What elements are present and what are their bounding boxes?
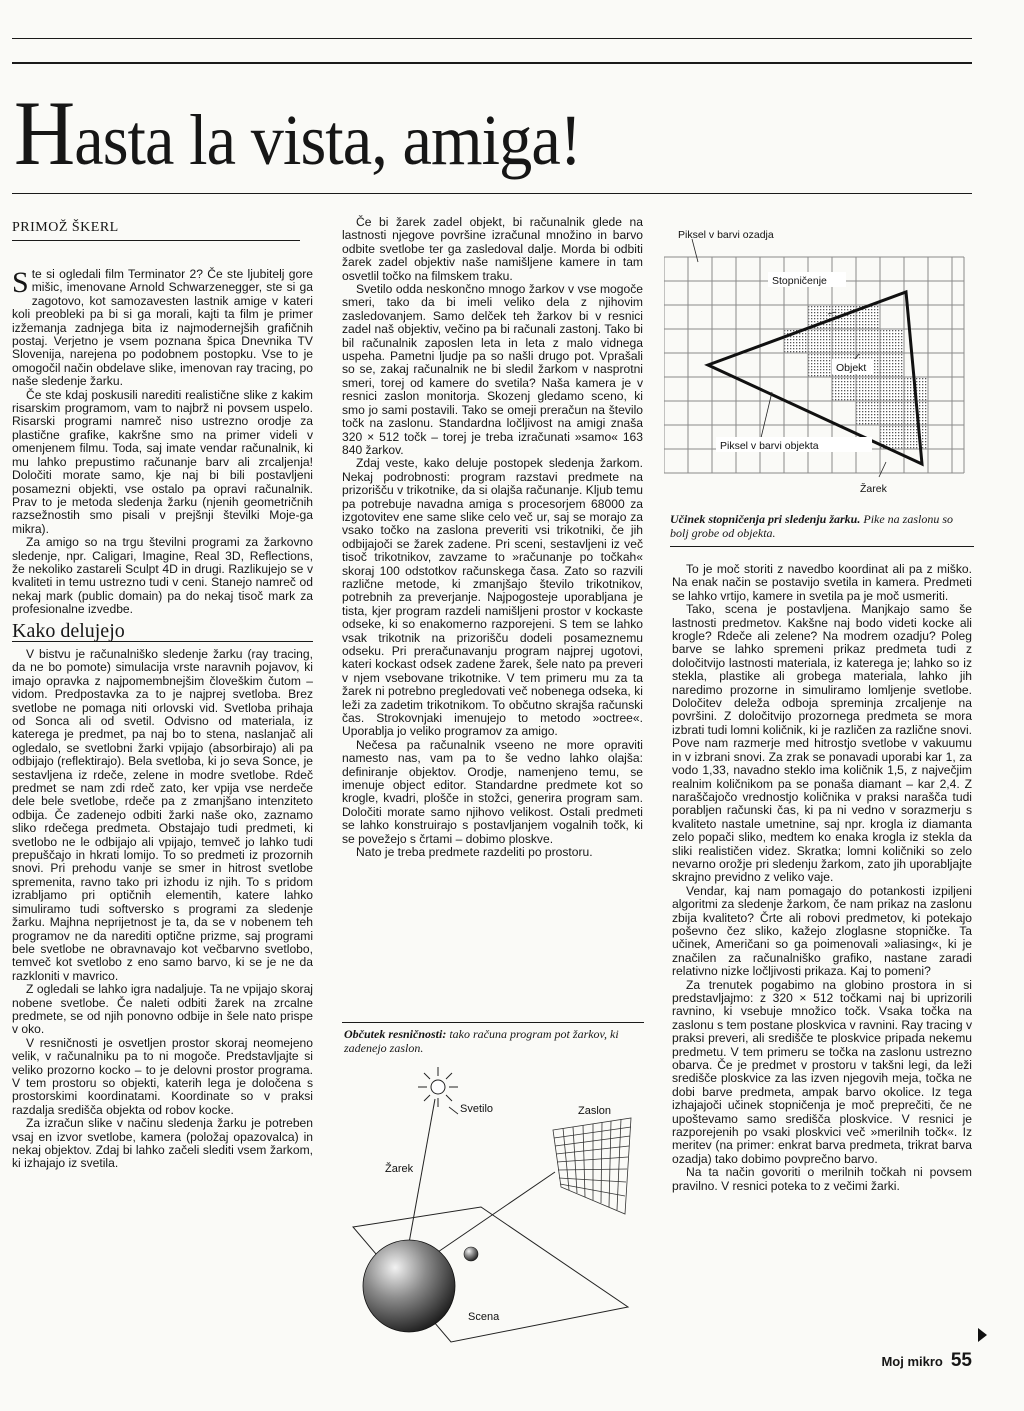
label-scene: Scena bbox=[468, 1311, 500, 1323]
sphere bbox=[363, 1240, 455, 1332]
ray-sphere-to-screen bbox=[435, 1172, 555, 1254]
title-rule bbox=[12, 193, 972, 194]
col3-paragraph-1: To je moč storiti z navedbo koordinat ali pa z miško. Na enak način se postavijo svetila in kamera. Predmeti se lahko vrtijo, kamere in svetila pa je moč usmeriti. bbox=[672, 562, 972, 603]
col2-paragraph-3: Zdaj veste, kako deluje postopek sledenja žarkom. Nekaj podrobnosti: program razstavi predmete na prizorišču v trikotnike, da si olajša računanje. Kljub temu pa potrebuje navadna amiga s procesorjem 68000 za izgotovitev ene same slike celo več ur, saj se morajo za vsako točko na zaslona preveriti vsi trikotniki, če jih odbijajoči se žarek zadene. Pri sceni, sestavljeni iz več tisoč trikotnikov, zavzame to »računanje po točkah« skoraj 100 odstotkov računskega časa. Zato so razvili različne metode, ki zmanjšajo število trikotnikov, potrebnih za preverjanje. Najpogosteje uporabljana je tista, kjer program razdeli namišljeni prostor v kockaste odseke, ki so enakomerno razporejeni. S tem se lahko vsak trikotnik na prizorišču dodeli posameznemu odseku. Pri preračunavanju program najprej ugotovi, kateri kockast odsek zadene žarek, šele nato pa preveri v njem vsebovane trikotnike. V tem primeru mu za ta žarek ni potrebno pregledovati več nobenega odseka, ki leži za zadetim trikotnikom. To občutno skrajša računski čas. Strokovnjaki imenujejo to metodo »octree«. Uporablja jo veliko programov za amigo. bbox=[342, 456, 643, 739]
page-number: 55 bbox=[950, 1350, 972, 1371]
col2-paragraph-1: Če bi žarek zadel objekt, bi računalnik glede na lastnosti njegove površine izračunal množino in barvo odbite svetlobe ter ga zasledoval dalje. Morda bi odbiti žarek zadel objektiv naše namišljene kamere in tam osvetlil točko na filmskem traku. bbox=[342, 215, 643, 283]
column-3 bbox=[672, 563, 972, 1193]
label-ray-grid: Žarek bbox=[860, 483, 887, 495]
scene-caption: Občutek resničnosti: tako računa program pot žarkov, ki zadenejo zaslon. bbox=[344, 1027, 619, 1055]
byline-rule bbox=[12, 240, 300, 241]
small-sphere bbox=[464, 1247, 478, 1261]
col3-paragraph-3: Vendar, kaj nam pomagajo do potankosti izpiljeni algoritmi za sledenje žarkom, če nam prikaz na zaslonu zbija kvaliteto? Črte ali robovi predmetov, ki potekajo poševno čez sliko, kažejo zloglasne stopničke. Ta učinek, Američani so ga poimenovali »aliasing«, ki je značilen za računalniško grafiko, nastane zaradi relativno nizke ločljivosti prikaza. Kaj to pomeni? bbox=[672, 883, 972, 979]
drop-cap: S bbox=[12, 266, 29, 299]
col3-paragraph-2: Tako, scena je postavljena. Manjkajo samo še lastnosti predmetov. Kakšne naj bodo videti kocke ali krogle? Rdeče ali zelene? Na modrem ozadju? Poleg barve se lahko spremeni prikaz predmeta tudi z določitvijo lastnosti materiala, iz katerega je; lahko so iz stekla, plastike ali grobega materiala, lahko jih naredimo prozorne in simuliramo lomljenje svetlobe. Določitev deleža odboja spreminja zrcaljenje na površini. Z določitvijo prozornega predmeta se mora izbrati tudi lomni količnik, ki je različen za različne snovi. Pove nam razmerje med hitrostjo svetlobe v vakuumu in v izbrani snovi. Za zrak se ponavadi uporabi kar 1, za vodo 1,33, navadno steklo ima količnik 1,5, z največjim realnim količnikom pa se ponaša diamant – kar 2,4. Z naraščajočo vrednostjo količnika v praksi narašča tudi porabljen računski čas, ki pa ni vedno v sorazmerju s kvaliteto nastale umetnine, saj npr. krogla iz diamanta zelo popači sliko, medtem ko enaka krogla iz stekla da sliki realističen videz. Skratka; lomni količniki so zelo nevarno orožje pri sledenju žarkom, zato jih uporabljajte skrajno previdno z veliko vaje. bbox=[672, 602, 972, 885]
author-byline: PRIMOŽ ŠKERL bbox=[12, 220, 119, 235]
col1-paragraph-3: Za amigo so na trgu številni programi za žarkovno sledenje, npr. Caligari, Imagine, Real 3D, Reflections, že nekoliko zastareli Sculpt 4D in drugi. Razlikujejo se v kvaliteti in temu ustrezno tudi v ceni. Stanejo namreč od nekaj mark (public domain) pa do nekaj tisoč mark za profesionalne izvedbe. bbox=[12, 535, 313, 617]
column-1 bbox=[12, 268, 313, 1171]
col1-paragraph-4: V bistvu je računalniško sledenje žarku (ray tracing, da ne bo pomote) simulacija vrste naravnih pojavov, ki imajo opravka z najpomembnejšim človeškim čutom – vidom. Predpostavka za to je najprej svetloba. Brez svetlobe ne pomaga niti orlovski vid. Svetloba prihaja od Sonca ali od svetil. Odvisno od materiala, iz katerega je predmet, pa naj bo to stena, naslanjač ali ogledalo, se svetlobni žarki vpijajo (absorbirajo) ali pa odbijajo (reflektirajo). Bela svetloba, ki jo seva Sonce, je sestavljena iz rdeče, zelene in modre svetlobe. Rdeč predmet se nam zdi rdeč zato, ker vpija vse nerdeče dele bele svetlobe, rdeče pa z zmanjšano intenziteto odbija. Če zadenejo odbiti žarki naše oko, zaznamo sliko rdečega predmeta. Obstajajo tudi predmeti, ki svetlobo ne le odbijajo ali vpijajo, temveč jo lahko tudi prepuščajo in hkrati lomijo. To so predmeti iz prozornih snovi. Pri prehodu vanje se smer in hitrost svetlobe spremenita, ravno tako pri izhodu iz njih. To s pridom izrabljamo pri optičnih elementih, katere lahko simuliramo tudi softversko s programi za sledenje žarku. Majhna neprijetnost je ta, da se v nobenem teh programov ne da narediti optične prizme, saj programi bele svetlobe ne obravnavajo kot večbarvno svetlobo, temveč kot svetlobo z eno samo barvo, ki se je ne da razkloniti v mavrico. bbox=[12, 646, 313, 983]
label-background-pixel: Piksel v barvi ozadja bbox=[678, 229, 774, 241]
article-title bbox=[14, 82, 581, 185]
section-heading: Kako delujejo bbox=[12, 625, 313, 642]
col1-paragraph-7: Za izračun slike v načinu sledenja žarku je potreben vsaj en izvor svetlobe, kamera (položaj opazovalca) in nekaj objektov. Zdaj bi lahko začeli slediti vsem žarkom, ki izhajajo iz svetila. bbox=[12, 1116, 313, 1171]
title-rest: asta la vista, amiga! bbox=[74, 100, 581, 180]
col2-paragraph-5: Nato je treba predmete razdeliti po prostoru. bbox=[356, 845, 593, 860]
column-2 bbox=[342, 216, 643, 860]
label-aliasing: Stopničenje bbox=[772, 275, 827, 287]
continue-arrow-icon bbox=[978, 1328, 987, 1342]
col1-paragraph-2: Če ste kdaj poskusili narediti realistične slike z kakim risarskim programom, vam to najbrž ni povsem uspelo. Risarski programi namreč niso ustrezno orodje za plastične grafike, kakršne smo na primer videli v omenjenem filmu. Toda, saj imate vendar računalnik, ki mu lahko prepustimo računanje barv ali zrcaljenja! Določiti morate samo, kje naj bi bili postavljeni posamezni objekti, vse ostalo pa opravi računalnik. Prav to je metoda sledenja žarku (njenih geometričnih razsežnostih smo pisali v prejšnji številki Moje-ga mikra). bbox=[12, 387, 313, 536]
col1-paragraph-6: V resničnosti je osvetljen prostor skoraj neomejeno velik, v računalniku pa to ni mogoče. Predstavljajte si veliko prozorno kocko – to je delovni prostor programa. V tem prostoru so objekti, katerih lega je določena s prostorskimi koordinatami. Koordinate so v praksi razdalja središča objekta od robov kocke. bbox=[12, 1035, 313, 1117]
raytracing-scene-diagram bbox=[343, 1062, 643, 1352]
col2-paragraph-4: Nečesa pa računalnik vseeno ne more opraviti namesto nas, vam pa to še vedno lahko olajša: definiranje objektov. Orodje, namenjeno temu, se imenuje object editor. Standardne predmete kot so krogle, kvadri, plošče in stožci, generira program sam. Določiti morate samo njihovo velikost. Ostali predmeti se lahko konstruirajo s postavljanjem vogalnih točk, ki se povežejo s črtami – dobimo ploskve. bbox=[342, 737, 643, 846]
aliasing-diagram bbox=[664, 222, 974, 512]
label-object: Objekt bbox=[836, 362, 867, 374]
screen-grid bbox=[553, 1118, 631, 1214]
grid-caption-rule bbox=[670, 546, 974, 547]
grid-caption: Učinek stopničenja pri sledenju žarku. Pike na zaslonu so bolj grobe od objekta. bbox=[670, 512, 954, 540]
label-object-pixel: Piksel v barvi objekta bbox=[720, 440, 819, 452]
col1-paragraph-1: Ste si ogledali film Terminator 2? Če ste ljubitelj gore mišic, imenovane Arnold Schwarzenegger, ste si ga zagotovo, kot samozavesten lastnik amige v kateri koli preobleki pa bi si ga morali, kajti ta film je primer izžemanja zadnjega bita iz najmodernejših grafičnih postaj. Verjetno je vsem poznana špica Dnevnika TV Slovenija, narejena po podobnem postopku. Vse to je omogočil način obdelave slike, imenovan ray tracing, po naše sledenje žarku. bbox=[12, 266, 313, 389]
top-rule bbox=[12, 38, 972, 39]
page-footer bbox=[881, 1350, 972, 1372]
ray-light-to-sphere bbox=[407, 1099, 435, 1254]
header-rule bbox=[12, 62, 972, 64]
light-source-icon bbox=[418, 1067, 458, 1107]
label-light: Svetilo bbox=[460, 1103, 494, 1115]
col1-paragraph-5: Z ogledali se lahko igra nadaljuje. Ta ne vpijajo skoraj nobene svetlobe. Če naleti odbiti žarek na zrcalne predmete, se od njih ponovno odbije in šele nato prispe v oko. bbox=[12, 982, 313, 1037]
col3-paragraph-5: Na ta način govoriti o merilnih točkah ni povsem pravilno. V resnici poteka to z večimi žarki. bbox=[672, 1165, 972, 1193]
label-ray-scene: Žarek bbox=[385, 1163, 414, 1175]
scene-top-rule bbox=[342, 1022, 644, 1023]
col2-paragraph-2: Svetilo odda neskončno mnogo žarkov v vse mogoče smeri, tako da bi imeli veliko dela z njihovim zasledovanjem. Samo delček teh žarkov bi v resnici zadel naš objektiv, večino pa bi računali zastonj. Tako bi bil računalnik zaposlen leta in leta z malo vidnega uspeha. Pametni ljudje pa so našli drugo pot. Vprašali so se, zakaj računalnik ne bi sledil žarkom v nasprotni smeri, torej od kamere do svetila? Naša kamera je v resnici zaslon monitorja. Skozenj gledamo sceno, ki smo jo sami postavili. Tako se omeji preračun na število točk na zaslonu. Standardna ločljivost na amigi znaša 320 × 512 točk – torej je treba izračunati »samo« 163 840 žarkov. bbox=[342, 282, 643, 457]
magazine-name: Moj mikro bbox=[881, 1354, 943, 1369]
label-screen: Zaslon bbox=[578, 1105, 612, 1117]
title-initial: H bbox=[14, 82, 75, 184]
col3-paragraph-4: Za trenutek pogabimo na globino prostora in si predstavljajmo: z 320 × 512 točkami naj bi uprizorili ravnino, ki vsebuje množico točk. Vsaka točka na zaslonu s tem postane ploskvica v ravnini. Ray tracing v praksi preveri, ali središče te ploskvice pripada nekemu predmetu. V tem primeru se točka na zaslonu ustrezno obarva. Če je predmet v prostoru v takšni legi, da leži središče ploskvice za las izven njegovih meja, točka ne dobi barve predmeta, ampak barvo okolice. Iz tega izhajajoči učinek stopničenja je moč preprečiti, če ne upoštevamo samo središča ploskvice. V resnici je razporejenih po vsaki ploskvici več »merilnih točk«. Iz meritev (na primer: enkrat barva predmeta, trikrat barva ozadja) tako dobimo povprečno barvo. bbox=[672, 977, 972, 1166]
